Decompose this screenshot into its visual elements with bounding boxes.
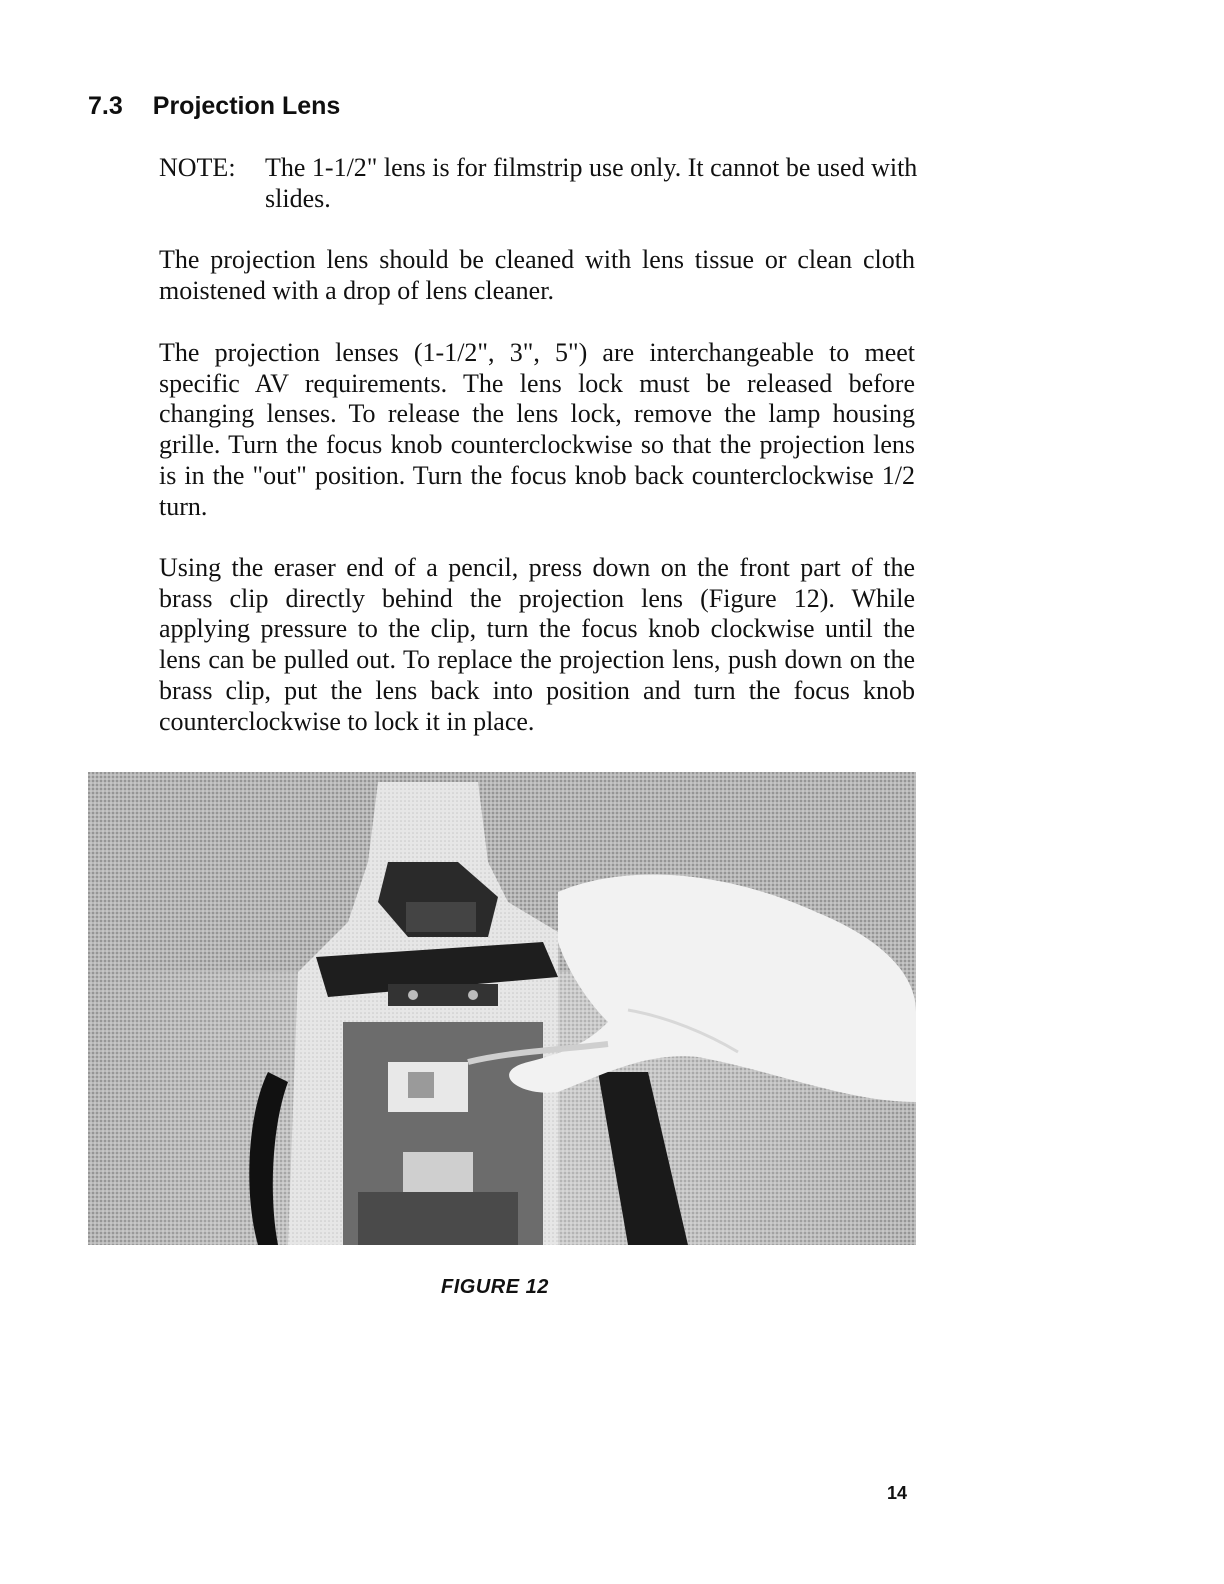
paragraph-cleaning: The projection lens should be cleaned with lens tissue or clean cloth moistened with a drop of lens cleaner. bbox=[159, 245, 915, 305]
paragraph-interchangeable-lenses: The projection lenses (1-1/2", 3", 5") are interchangeable to meet specific AV requirements. The lens lock must be released before changing lenses. To release the lens lock, remove the lamp housing grille. Turn the focus knob counterclockwise so that the projection lens is in the "out" position. Turn the focus knob back counterclockwise 1/2 turn. bbox=[159, 338, 915, 521]
note-text: The 1-1/2" lens is for filmstrip use only. It cannot be used with slides. bbox=[265, 153, 918, 213]
figure-12-photo bbox=[88, 772, 916, 1245]
section-number: 7.3 bbox=[88, 92, 123, 120]
section-heading bbox=[88, 92, 340, 121]
page-number: 14 bbox=[887, 1483, 908, 1503]
figure-caption: FIGURE 12 bbox=[441, 1276, 549, 1298]
section-title: Projection Lens bbox=[152, 92, 341, 120]
note-block bbox=[159, 152, 919, 214]
paragraph-removal-procedure: Using the eraser end of a pencil, press down on the front part of the brass clip directly behind the projection lens (Figure 12). While applying pressure to the clip, turn the focus knob clockwise until the lens can be pulled out. To replace the projection lens, push down on the brass clip, put the lens back into position and turn the focus knob counterclockwise to lock it in place. bbox=[159, 553, 915, 736]
note-label: NOTE: bbox=[159, 153, 236, 182]
